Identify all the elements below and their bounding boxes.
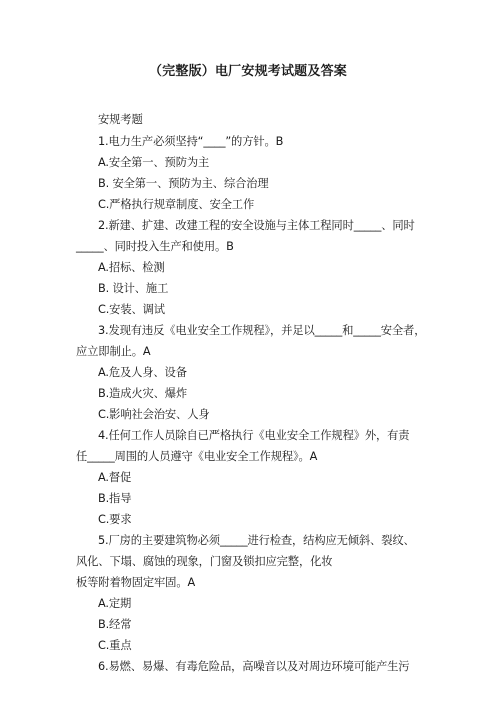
option-5a: A.定期	[98, 597, 132, 610]
question-4-cont: 任_____周围的人员遵守《电业安全工作规程》。A	[76, 450, 318, 463]
question-6: 6.易燃、易爆、有毒危险品，高噪音以及对周边环境可能产生污	[98, 660, 410, 673]
question-2: 2.新建、扩建、改建工程的安全设施与主体工程同时_____、同时	[98, 219, 415, 232]
option-1b: B. 安全第一、预防为主、综合治理	[98, 177, 269, 190]
document-title: （完整版）电厂安规考试题及答案	[148, 64, 347, 79]
option-5b: B.经常	[98, 618, 132, 631]
question-3-cont: 应立即制止。A	[76, 345, 151, 358]
option-5c: C.重点	[98, 639, 132, 652]
question-5: 5.厂房的主要建筑物必须_____进行检查，结构应无倾斜、裂纹、	[98, 534, 415, 547]
question-5-cont-2: 板等附着物固定牢固。A	[76, 576, 196, 589]
option-3a: A.危及人身、设备	[98, 366, 187, 379]
option-4b: B.指导	[98, 492, 132, 505]
question-1: 1.电力生产必须坚持“____”的方针。B	[98, 135, 284, 148]
option-3c: C.影响社会治安、人身	[98, 408, 210, 421]
option-4a: A.督促	[98, 471, 132, 484]
option-4c: C.要求	[98, 513, 132, 526]
question-4: 4.任何工作人员除自已严格执行《电业安全工作规程》外，有责	[98, 429, 410, 442]
option-2a: A.招标、检测	[98, 261, 165, 274]
option-1a: A.安全第一、预防为主	[98, 156, 210, 169]
option-1c: C.严格执行规章制度、安全工作	[98, 198, 255, 211]
option-2c: C.安装、调试	[98, 303, 165, 316]
question-5-cont-1: 风化、下塌、腐蚀的现象，门窗及锁扣应完整，化妆	[76, 555, 333, 568]
section-heading: 安规考题	[98, 113, 143, 126]
question-3: 3.发现有违反《电业安全工作规程》，并足以_____和_____安全者，	[98, 324, 426, 337]
question-2-cont: _____、同时投入生产和使用。B	[76, 240, 234, 253]
option-2b: B. 设计、施工	[98, 282, 169, 295]
option-3b: B.造成火灾、爆炸	[98, 387, 188, 400]
